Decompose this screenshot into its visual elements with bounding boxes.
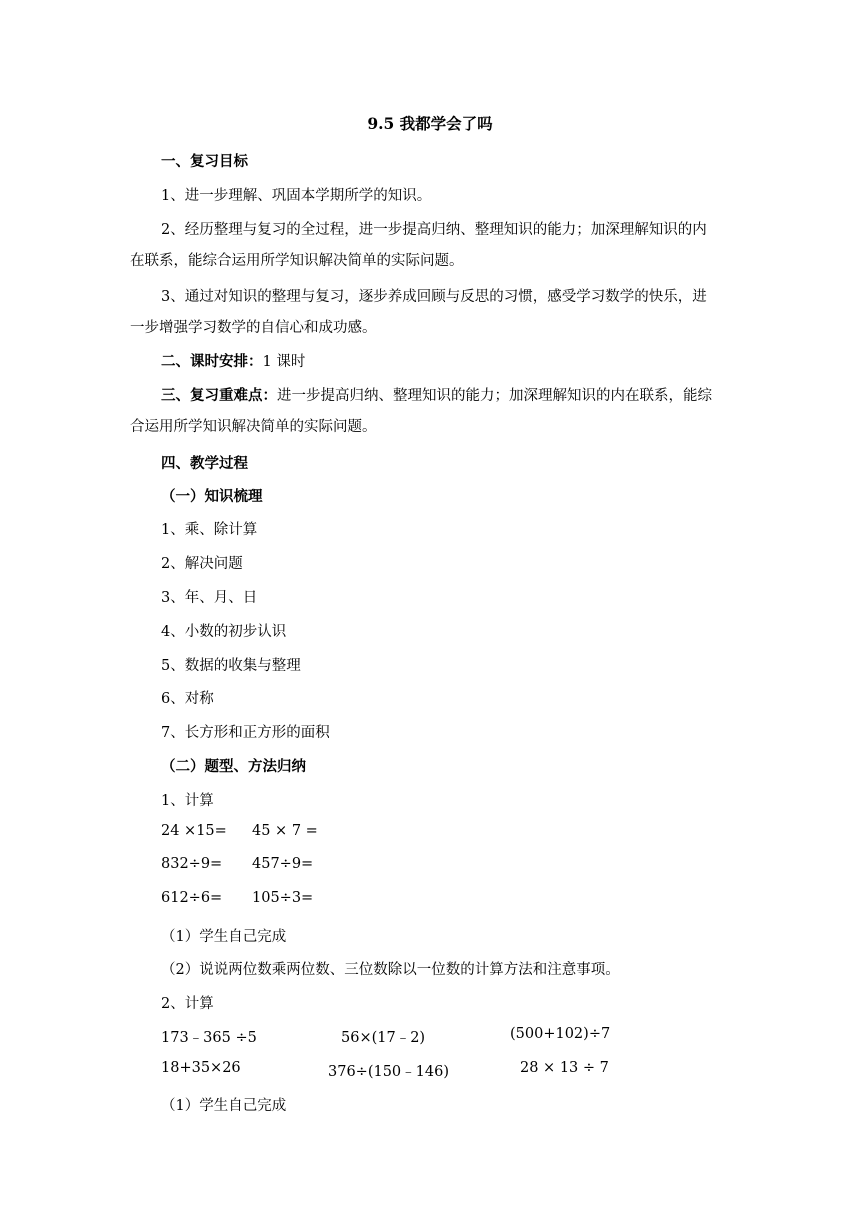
topic-item: 6、对称 bbox=[161, 691, 214, 707]
goal-3-text-line1: 3、通过对知识的整理与复习，逐步养成回顾与反思的习惯，感受学习数学的快乐，进 bbox=[161, 289, 707, 305]
q1-expression: 832÷9= bbox=[161, 856, 223, 872]
page-title: 9.5 我都学会了吗 bbox=[367, 114, 493, 133]
question-1-note-1: （1）学生自己完成 bbox=[161, 929, 287, 945]
question-1-heading: 1、计算 bbox=[161, 793, 214, 809]
question-2-note-1: （1）学生自己完成 bbox=[161, 1098, 287, 1114]
topic-item: 4、小数的初步认识 bbox=[161, 624, 287, 640]
q2-expression: 376÷(150﹣146) bbox=[328, 1064, 449, 1080]
goal-3-text-line2: 一步增强学习数学的自信心和成功感。 bbox=[130, 320, 377, 336]
q2-expression: 18+35×26 bbox=[161, 1060, 241, 1076]
topic-item: 7、长方形和正方形的面积 bbox=[161, 725, 330, 741]
q2-expression: 173﹣365 ÷5 bbox=[161, 1030, 257, 1046]
q1-expression: 45 × 7 = bbox=[252, 823, 318, 839]
section-schedule-text: 1 课时 bbox=[262, 354, 306, 370]
q1-expression: 457÷9= bbox=[252, 856, 314, 872]
question-1-note-2: （2）说说两位数乘两位数、三位数除以一位数的计算方法和注意事项。 bbox=[161, 962, 620, 978]
section-review-goals-heading: 一、复习目标 bbox=[161, 153, 248, 170]
section-schedule bbox=[161, 350, 305, 371]
question-2-heading: 2、计算 bbox=[161, 996, 214, 1012]
topic-item: 1、乘、除计算 bbox=[161, 522, 258, 538]
section-key-points-text: 进一步提高归纳、整理知识的能力；加深理解知识的内在联系，能综 bbox=[277, 388, 712, 404]
q1-expression: 24 ×15= bbox=[161, 823, 227, 839]
q2-expression: (500+102)÷7 bbox=[510, 1026, 611, 1042]
topic-item: 5、数据的收集与整理 bbox=[161, 658, 301, 674]
q1-expression: 612÷6= bbox=[161, 890, 223, 906]
section-key-points-heading: 三、复习重难点： bbox=[161, 387, 277, 404]
q1-expression: 105÷3= bbox=[252, 890, 314, 906]
topic-item: 3、年、月、日 bbox=[161, 590, 258, 606]
q2-expression: 28 × 13 ÷ 7 bbox=[520, 1060, 609, 1076]
subsection-methods-heading: （二）题型、方法归纳 bbox=[161, 758, 306, 775]
q2-expression: 56×(17﹣2) bbox=[341, 1030, 426, 1046]
goal-1-text: 1、进一步理解、巩固本学期所学的知识。 bbox=[161, 188, 432, 204]
section-schedule-heading: 二、课时安排： bbox=[161, 353, 263, 370]
goal-2-text-line2: 在联系，能综合运用所学知识解决简单的实际问题。 bbox=[130, 253, 464, 269]
section-key-points-line2: 合运用所学知识解决简单的实际问题。 bbox=[130, 419, 377, 435]
topic-item: 2、解决问题 bbox=[161, 556, 243, 572]
subsection-knowledge-heading: （一）知识梳理 bbox=[161, 488, 263, 505]
section-teaching-process-heading: 四、教学过程 bbox=[161, 455, 248, 472]
section-key-points-line1 bbox=[161, 384, 712, 405]
goal-2-text-line1: 2、经历整理与复习的全过程，进一步提高归纳、整理知识的能力；加深理解知识的内 bbox=[161, 222, 707, 238]
